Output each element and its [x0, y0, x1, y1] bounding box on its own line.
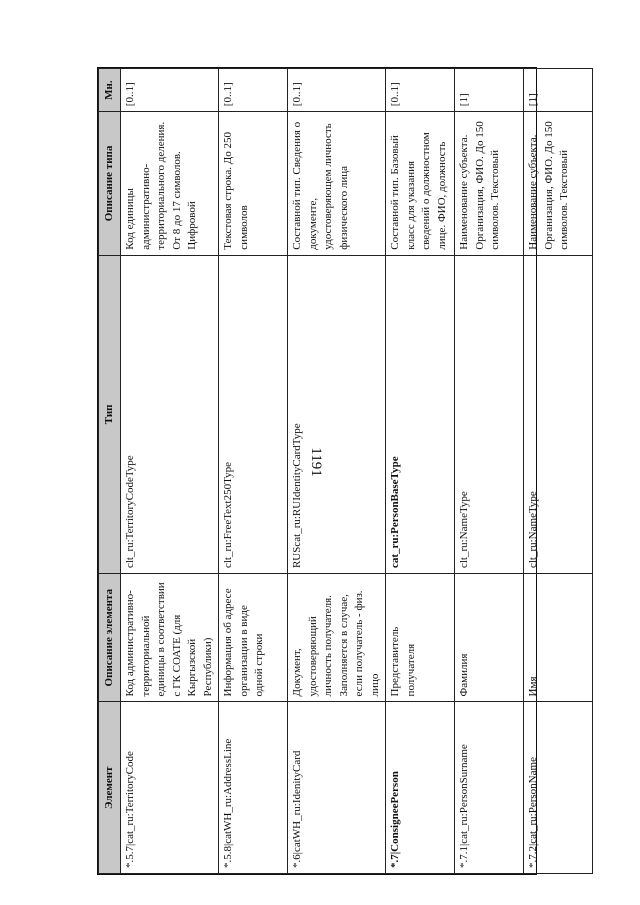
cell-multiplicity: [1] — [455, 69, 524, 112]
cell-type: clt_ru:NameType — [524, 255, 593, 573]
cell-type-description: Наименование субъекта. Организация, ФИО. До 150 символов. Текстовый — [524, 112, 593, 256]
cell-multiplicity: [0..1] — [386, 69, 455, 112]
cell-element-description: Код административно-территориальной единицы в соответствии с ГК СОАТЕ (для Кыргызской Республики) — [121, 574, 219, 702]
cell-type: clt_ru:NameType — [455, 255, 524, 573]
table-header-row — [99, 69, 121, 874]
cell-type-description: Составной тип. Базовый класс для указания сведений о должностном лице. ФИО, должность — [386, 112, 455, 256]
table-row — [219, 69, 288, 874]
cell-multiplicity: [0..1] — [219, 69, 288, 112]
cell-element-description: Фамилия — [455, 574, 524, 702]
header-type-description: Описание типа — [99, 112, 121, 256]
cell-multiplicity: [0..1] — [121, 69, 219, 112]
cell-multiplicity: [1] — [524, 69, 593, 112]
cell-type-description: Наименование субъекта. Организация, ФИО. До 150 символов. Текстовый — [455, 112, 524, 256]
cell-type-description: Составной тип. Сведения о документе, удостоверяющем личность физического лица — [288, 112, 386, 256]
cell-type: RUScat_ru:RUIdentityCardType — [288, 255, 386, 573]
header-multiplicity: Мн. — [99, 69, 121, 112]
cell-element: *.7.2|cat_ru:PersonName — [524, 702, 593, 874]
header-element-description: Описание элемента — [99, 574, 121, 702]
header-element: Элемент — [99, 702, 121, 874]
table-row — [288, 69, 386, 874]
page-number: 1191 — [308, 447, 324, 477]
spec-table-frame — [97, 67, 570, 875]
cell-type: clt_ru:FreeText250Type — [219, 255, 288, 573]
cell-type-description: Текстовая строка. До 250 символов — [219, 112, 288, 256]
cell-type: cat_ru:PersonBaseType — [386, 255, 455, 573]
cell-element: *.5.7|cat_ru:TerritoryCode — [121, 702, 219, 874]
header-type: Тип — [99, 255, 121, 573]
table-row — [386, 69, 455, 874]
table-row — [455, 69, 524, 874]
cell-element: *.7|ConsigneePerson — [386, 702, 455, 874]
cell-type: clt_ru:TerritoryCodeType — [121, 255, 219, 573]
cell-element-description: Документ, удостоверяющий личность получателя. Заполняется в случае, если получатель - физ. лицо — [288, 574, 386, 702]
table-row — [121, 69, 219, 874]
table-row — [524, 69, 593, 874]
spec-table — [98, 68, 593, 874]
cell-element-description: Представитель получателя — [386, 574, 455, 702]
cell-element: *.6|catWH_ru:IdenityCard — [288, 702, 386, 874]
cell-multiplicity: [0..1] — [288, 69, 386, 112]
cell-type-description: Код единицы административно-территориального деления. От 8 до 17 символов. Цифровой — [121, 112, 219, 256]
cell-element-description: Имя — [524, 574, 593, 702]
cell-element: *.5.8|catWH_ru:AddressLine — [219, 702, 288, 874]
cell-element-description: Информация об адресе организации в виде одной строки — [219, 574, 288, 702]
cell-element: *.7.1|cat_ru:PersonSurname — [455, 702, 524, 874]
